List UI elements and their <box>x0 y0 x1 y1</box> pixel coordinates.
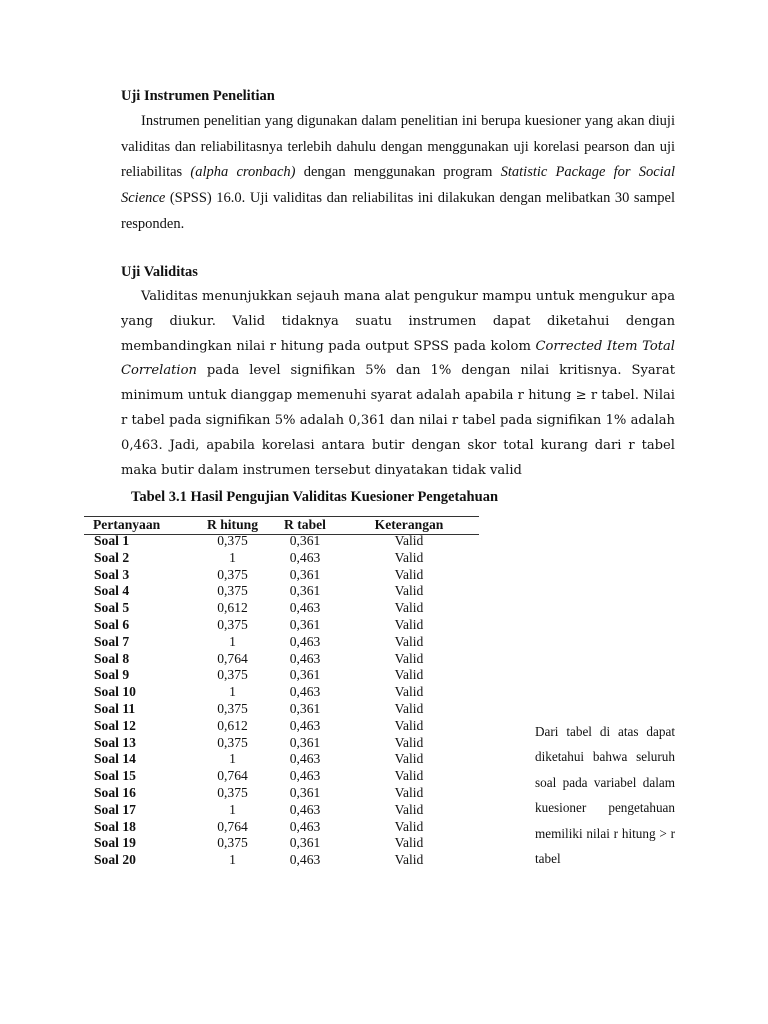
cell-r-count: 0,375 <box>217 700 248 716</box>
cell-question: Soal 15 <box>94 768 136 784</box>
cell-description: Valid <box>394 801 424 817</box>
cell-description: Valid <box>394 667 424 683</box>
table-row <box>84 667 479 684</box>
column-header-question: Pertanyaan <box>93 517 161 532</box>
paragraph-text: Instrumen penelitian yang digunakan dalam penelitian ini berupa kuesioner yang akan diuji validitas dan reliabilitasnya terlebih dahulu dengan menggunakan uji korelasi pearson dan uji reliabilitas <box>121 113 675 181</box>
cell-r-count: 1 <box>229 801 236 817</box>
paragraph-text: pada level signifikan 5% dan 1% dengan nilai kritisnya. Syarat minimum untuk dianggap memenuhi syarat adalah apabila r hitung ≥ r tabel. Nilai r tabel pada signifikan 5% adalah 0,361 dan nilai r tabel pada signifikan 1% adalah 0,463. Jadi, apabila korelasi antara butir dengan skor total kurang dari r tabel maka butir dalam instrumen tersebut dinyatakan tidak valid <box>121 363 675 478</box>
paragraph-instrument <box>121 109 675 238</box>
italic-term: (alpha cronbach) <box>190 164 296 181</box>
cell-r-count: 0,375 <box>217 566 248 582</box>
cell-question: Soal 12 <box>94 717 136 733</box>
cell-question: Soal 19 <box>94 835 136 851</box>
table-row <box>84 735 479 752</box>
cell-question: Soal 13 <box>94 734 136 750</box>
cell-r-table: 0,463 <box>289 768 321 784</box>
cell-r-table: 0,361 <box>289 616 321 632</box>
cell-r-table: 0,463 <box>289 818 321 834</box>
cell-r-table: 0,361 <box>289 700 321 716</box>
cell-r-count: 0,764 <box>217 818 248 834</box>
cell-r-count: 1 <box>229 852 236 868</box>
cell-description: Valid <box>394 700 424 716</box>
cell-r-table: 0,463 <box>289 684 321 700</box>
cell-r-count: 0,375 <box>217 667 248 683</box>
cell-question: Soal 6 <box>94 616 130 632</box>
cell-description: Valid <box>394 549 424 565</box>
cell-r-count: 0,375 <box>217 583 248 599</box>
cell-r-table: 0,361 <box>289 583 321 599</box>
table-row <box>84 835 479 852</box>
cell-r-table: 0,463 <box>289 633 321 649</box>
cell-description: Valid <box>394 616 424 632</box>
cell-description: Valid <box>394 717 424 733</box>
italic-term: Corrected Item Total Correlation <box>121 338 675 379</box>
cell-description: Valid <box>394 650 424 666</box>
cell-description: Valid <box>394 784 424 800</box>
cell-r-table: 0,463 <box>289 751 321 767</box>
table-row <box>84 785 479 802</box>
table-row <box>84 550 479 567</box>
table-row <box>84 701 479 718</box>
cell-r-count: 1 <box>229 633 236 649</box>
section-heading-instrument: Uji Instrumen Penelitian <box>121 88 275 104</box>
table-header-row <box>84 516 479 533</box>
cell-r-count: 1 <box>229 684 236 700</box>
table-row <box>84 684 479 701</box>
table-caption: Tabel 3.1 Hasil Pengujian Validitas Kuesioner Pengetahuan <box>131 489 499 505</box>
validity-table <box>84 516 479 869</box>
table-row <box>84 651 479 668</box>
table-row <box>84 567 479 584</box>
italic-term: Statistic Package for Social Science <box>121 164 675 207</box>
cell-question: Soal 14 <box>94 751 136 767</box>
cell-description: Valid <box>394 600 424 616</box>
cell-description: Valid <box>394 533 424 548</box>
cell-question: Soal 3 <box>94 566 130 582</box>
table-row <box>84 768 479 785</box>
cell-question: Soal 18 <box>94 818 136 834</box>
cell-question: Soal 16 <box>94 784 136 800</box>
cell-question: Soal 20 <box>94 852 136 868</box>
cell-description: Valid <box>394 734 424 750</box>
cell-question: Soal 17 <box>94 801 136 817</box>
cell-description: Valid <box>394 566 424 582</box>
cell-question: Soal 4 <box>94 583 130 599</box>
table-row <box>84 802 479 819</box>
cell-r-count: 0,612 <box>217 717 248 733</box>
table-row <box>84 617 479 634</box>
paragraph-text: Validitas menunjukkan sejauh mana alat pengukur mampu untuk mengukur apa yang diukur. Valid tidaknya suatu instrumen dapat diketahui dengan membandingkan nilai r hitung pada output SPSS pada kolom <box>121 289 675 354</box>
cell-r-table: 0,361 <box>289 734 321 750</box>
cell-question: Soal 1 <box>94 533 130 548</box>
cell-r-table: 0,463 <box>289 717 321 733</box>
cell-r-count: 0,764 <box>217 650 248 666</box>
cell-r-table: 0,361 <box>289 835 321 851</box>
cell-r-count: 1 <box>229 751 236 767</box>
cell-question: Soal 7 <box>94 633 130 649</box>
section-heading-validity: Uji Validitas <box>121 264 198 280</box>
cell-r-count: 0,375 <box>217 533 248 548</box>
cell-description: Valid <box>394 818 424 834</box>
cell-r-table: 0,463 <box>289 801 321 817</box>
cell-r-count: 0,375 <box>217 784 248 800</box>
cell-description: Valid <box>394 852 424 868</box>
cell-r-table: 0,361 <box>289 566 321 582</box>
table-row <box>84 718 479 735</box>
cell-r-table: 0,463 <box>289 852 321 868</box>
cell-r-table: 0,463 <box>289 650 321 666</box>
cell-r-table: 0,361 <box>289 784 321 800</box>
cell-r-count: 0,375 <box>217 616 248 632</box>
table-row <box>84 600 479 617</box>
paragraph-text: dengan menggunakan program <box>295 164 501 181</box>
cell-description: Valid <box>394 768 424 784</box>
table-row <box>84 751 479 768</box>
cell-r-table: 0,361 <box>289 533 321 548</box>
cell-question: Soal 8 <box>94 650 130 666</box>
cell-description: Valid <box>394 633 424 649</box>
cell-r-count: 0,764 <box>217 768 248 784</box>
table-row <box>84 852 479 869</box>
paragraph-validity <box>121 285 675 483</box>
cell-r-table: 0,463 <box>289 549 321 565</box>
table-row <box>84 819 479 836</box>
cell-description: Valid <box>394 835 424 851</box>
cell-r-count: 0,375 <box>217 734 248 750</box>
cell-r-count: 0,375 <box>217 835 248 851</box>
cell-r-table: 0,361 <box>289 667 321 683</box>
cell-question: Soal 9 <box>94 667 130 683</box>
column-header-r-table: R tabel <box>284 517 326 532</box>
cell-description: Valid <box>394 583 424 599</box>
table-row <box>84 533 479 550</box>
cell-r-count: 0,612 <box>217 600 248 616</box>
cell-question: Soal 2 <box>94 549 130 565</box>
table-row <box>84 583 479 600</box>
cell-description: Valid <box>394 751 424 767</box>
cell-question: Soal 5 <box>94 600 130 616</box>
table-row <box>84 634 479 651</box>
cell-r-table: 0,463 <box>289 600 321 616</box>
cell-description: Valid <box>394 684 424 700</box>
column-header-r-count: R hitung <box>207 517 258 532</box>
paragraph-text: (SPSS) 16.0. Uji validitas dan reliabilitas ini dilakukan dengan melibatkan 30 sampel responden. <box>121 190 675 232</box>
column-header-description: Keterangan <box>374 517 444 532</box>
cell-question: Soal 10 <box>94 684 136 700</box>
side-note: Dari tabel di atas dapat diketahui bahwa seluruh soal pada variabel dalam kuesioner pengetahuan memiliki nilai r hitung > r tabel <box>535 724 675 867</box>
cell-r-count: 1 <box>229 549 236 565</box>
cell-question: Soal 11 <box>94 700 136 716</box>
